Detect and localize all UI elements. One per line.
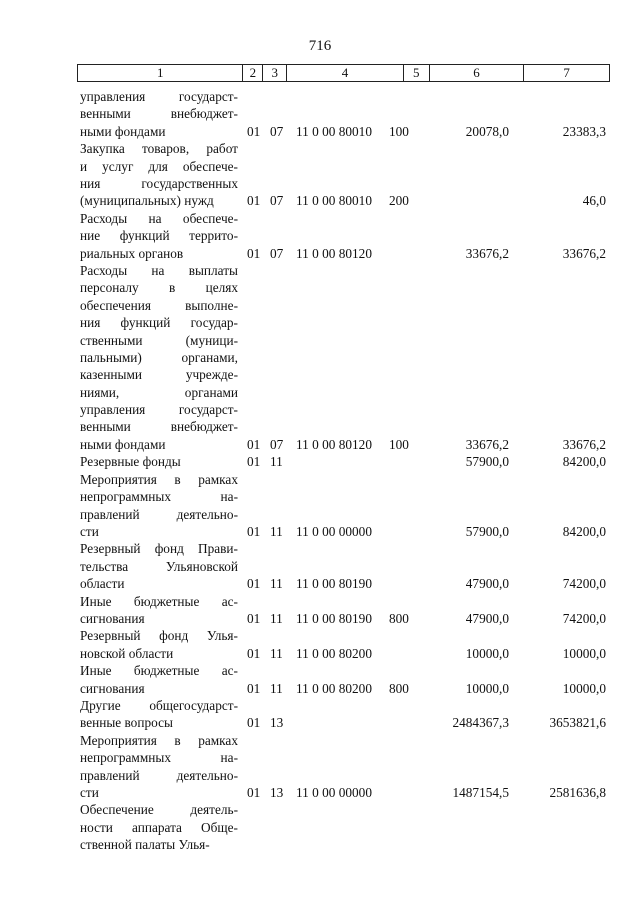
header-col-5: 5 — [404, 65, 430, 81]
row-name-line: обеспечения выполне- — [80, 297, 238, 313]
row-name — [80, 697, 238, 732]
row-name-line: пальными) органами, — [80, 349, 238, 365]
cell-c6: 10000,0 — [465, 680, 509, 696]
row-name-line: управления государст- — [80, 402, 238, 418]
row-name-line: Иные бюджетные ас- — [80, 593, 238, 609]
row-name — [80, 801, 238, 853]
cell-c6: 10000,0 — [465, 645, 509, 661]
cell-c2: 01 — [247, 454, 261, 470]
row-name-line: ственными (муници- — [80, 332, 238, 348]
cell-c4: 11 0 00 80010 — [296, 123, 372, 139]
row-name-line: казенными учрежде- — [80, 367, 238, 383]
table-row — [0, 210, 640, 262]
header-col-3: 3 — [263, 65, 287, 81]
header-col-1: 1 — [78, 65, 243, 81]
row-name — [80, 88, 238, 140]
row-name — [80, 471, 238, 541]
row-name-line: Другие общегосударст- — [80, 697, 238, 713]
row-name-line: Резервные фонды — [80, 454, 181, 470]
table-row — [0, 801, 640, 853]
row-name-line: ния функций государ- — [80, 315, 238, 331]
row-name-line: венные вопросы — [80, 715, 173, 731]
row-name-line: риальных органов — [80, 245, 184, 261]
row-name-line: и услуг для обеспече- — [80, 158, 238, 174]
cell-c7: 46,0 — [582, 193, 606, 209]
row-name-line: (муниципальных) нужд — [80, 193, 214, 209]
cell-c4: 11 0 00 00000 — [296, 523, 372, 539]
cell-c7: 10000,0 — [562, 680, 606, 696]
cell-c2: 01 — [247, 245, 261, 261]
table-row — [0, 697, 640, 732]
cell-c6: 57900,0 — [465, 454, 509, 470]
cell-c2: 01 — [247, 123, 261, 139]
cell-c2: 01 — [247, 436, 261, 452]
cell-c7: 33676,2 — [562, 436, 606, 452]
row-name-line: персоналу в целях — [80, 280, 238, 296]
row-name-line: правлений деятельно- — [80, 506, 238, 522]
row-name-line: венными внебюджет- — [80, 419, 238, 435]
cell-c6: 33676,2 — [465, 245, 509, 261]
cell-c5: 100 — [389, 436, 409, 452]
cell-c2: 01 — [247, 715, 261, 731]
cell-c6: 47900,0 — [465, 610, 509, 626]
cell-c3: 07 — [270, 245, 284, 261]
cell-c4: 11 0 00 80120 — [296, 245, 372, 261]
cell-c2: 01 — [247, 680, 261, 696]
cell-c7: 10000,0 — [562, 645, 606, 661]
row-name — [80, 210, 238, 262]
row-name-line: непрограммных на- — [80, 489, 238, 505]
table-body — [0, 88, 640, 854]
cell-c5: 200 — [389, 193, 409, 209]
cell-c4: 11 0 00 80200 — [296, 645, 372, 661]
row-name-line: непрограммных на- — [80, 750, 238, 766]
row-name — [80, 262, 238, 453]
cell-c6: 57900,0 — [465, 523, 509, 539]
header-col-4: 4 — [287, 65, 404, 81]
cell-c3: 11 — [270, 680, 283, 696]
row-name-line: тельства Ульяновской — [80, 558, 238, 574]
cell-c3: 11 — [270, 610, 283, 626]
row-name-line: Закупка товаров, работ — [80, 141, 238, 157]
row-name — [80, 732, 238, 802]
cell-c5: 100 — [389, 123, 409, 139]
row-name-line: ными фондами — [80, 123, 166, 139]
row-name-line: новской области — [80, 645, 174, 661]
row-name-line: ниями, органами — [80, 384, 238, 400]
header-col-2: 2 — [243, 65, 263, 81]
row-name-line: Резервный фонд Прави- — [80, 541, 238, 557]
cell-c7: 74200,0 — [562, 610, 606, 626]
table-row — [0, 471, 640, 541]
row-name-line: управления государст- — [80, 89, 238, 104]
cell-c6: 33676,2 — [465, 436, 509, 452]
row-name-line: Мероприятия в рамках — [80, 471, 238, 487]
cell-c4: 11 0 00 80200 — [296, 680, 372, 696]
cell-c6: 20078,0 — [465, 123, 509, 139]
table-row — [0, 262, 640, 453]
cell-c7: 74200,0 — [562, 576, 606, 592]
row-name-line: Расходы на обеспече- — [80, 210, 238, 226]
row-name-line: Иные бюджетные ас- — [80, 663, 238, 679]
row-name-line: ния государственных — [80, 175, 238, 191]
cell-c2: 01 — [247, 645, 261, 661]
row-name — [80, 662, 238, 697]
table-header — [77, 64, 610, 82]
row-name-line: сти — [80, 523, 99, 539]
row-name-line: ности аппарата Обще- — [80, 819, 238, 835]
table-row — [0, 453, 640, 470]
cell-c7: 84200,0 — [562, 523, 606, 539]
cell-c3: 11 — [270, 645, 283, 661]
row-name-line: Обеспечение деятель- — [80, 802, 238, 818]
row-name-line: области — [80, 576, 125, 592]
row-name-line: Мероприятия в рамках — [80, 732, 238, 748]
row-name — [80, 593, 238, 628]
cell-c3: 07 — [270, 436, 284, 452]
cell-c7: 84200,0 — [562, 454, 606, 470]
row-name — [80, 140, 238, 210]
cell-c3: 13 — [270, 784, 284, 800]
table-row — [0, 662, 640, 697]
cell-c7: 33676,2 — [562, 245, 606, 261]
row-name — [80, 627, 238, 662]
cell-c6: 1487154,5 — [452, 784, 509, 800]
header-col-6: 6 — [430, 65, 525, 81]
row-name-line: ными фондами — [80, 436, 166, 452]
cell-c7: 2581636,8 — [549, 784, 606, 800]
cell-c3: 07 — [270, 193, 284, 209]
cell-c4: 11 0 00 80190 — [296, 610, 372, 626]
row-name-line: Резервный фонд Улья- — [80, 628, 238, 644]
table-row — [0, 627, 640, 662]
table-row — [0, 140, 640, 210]
cell-c2: 01 — [247, 193, 261, 209]
cell-c2: 01 — [247, 610, 261, 626]
row-name-line: ственной палаты Улья- — [80, 837, 210, 853]
cell-c3: 11 — [270, 576, 283, 592]
cell-c3: 13 — [270, 715, 284, 731]
cell-c3: 11 — [270, 454, 283, 470]
cell-c3: 07 — [270, 123, 284, 139]
cell-c4: 11 0 00 80190 — [296, 576, 372, 592]
table-row — [0, 593, 640, 628]
row-name-line: сигнования — [80, 610, 145, 626]
row-name-line: Расходы на выплаты — [80, 262, 238, 278]
cell-c2: 01 — [247, 576, 261, 592]
table-row — [0, 732, 640, 802]
row-name — [80, 540, 238, 592]
cell-c2: 01 — [247, 784, 261, 800]
cell-c5: 800 — [389, 680, 409, 696]
cell-c6: 47900,0 — [465, 576, 509, 592]
row-name-line: правлений деятельно- — [80, 767, 238, 783]
table-row — [0, 540, 640, 592]
cell-c4: 11 0 00 80120 — [296, 436, 372, 452]
cell-c2: 01 — [247, 523, 261, 539]
cell-c7: 3653821,6 — [549, 715, 606, 731]
row-name-line: сти — [80, 784, 99, 800]
row-name-line: ние функций террито- — [80, 228, 238, 244]
table-row — [0, 88, 640, 140]
row-name-line: сигнования — [80, 680, 145, 696]
row-name — [80, 453, 238, 470]
header-col-7: 7 — [563, 65, 570, 80]
cell-c6: 2484367,3 — [452, 715, 509, 731]
row-name-line: венными внебюджет- — [80, 106, 238, 122]
cell-c4: 11 0 00 00000 — [296, 784, 372, 800]
cell-c5: 800 — [389, 610, 409, 626]
cell-c3: 11 — [270, 523, 283, 539]
cell-c7: 23383,3 — [562, 123, 606, 139]
page-number: 716 — [308, 38, 332, 54]
cell-c4: 11 0 00 80010 — [296, 193, 372, 209]
